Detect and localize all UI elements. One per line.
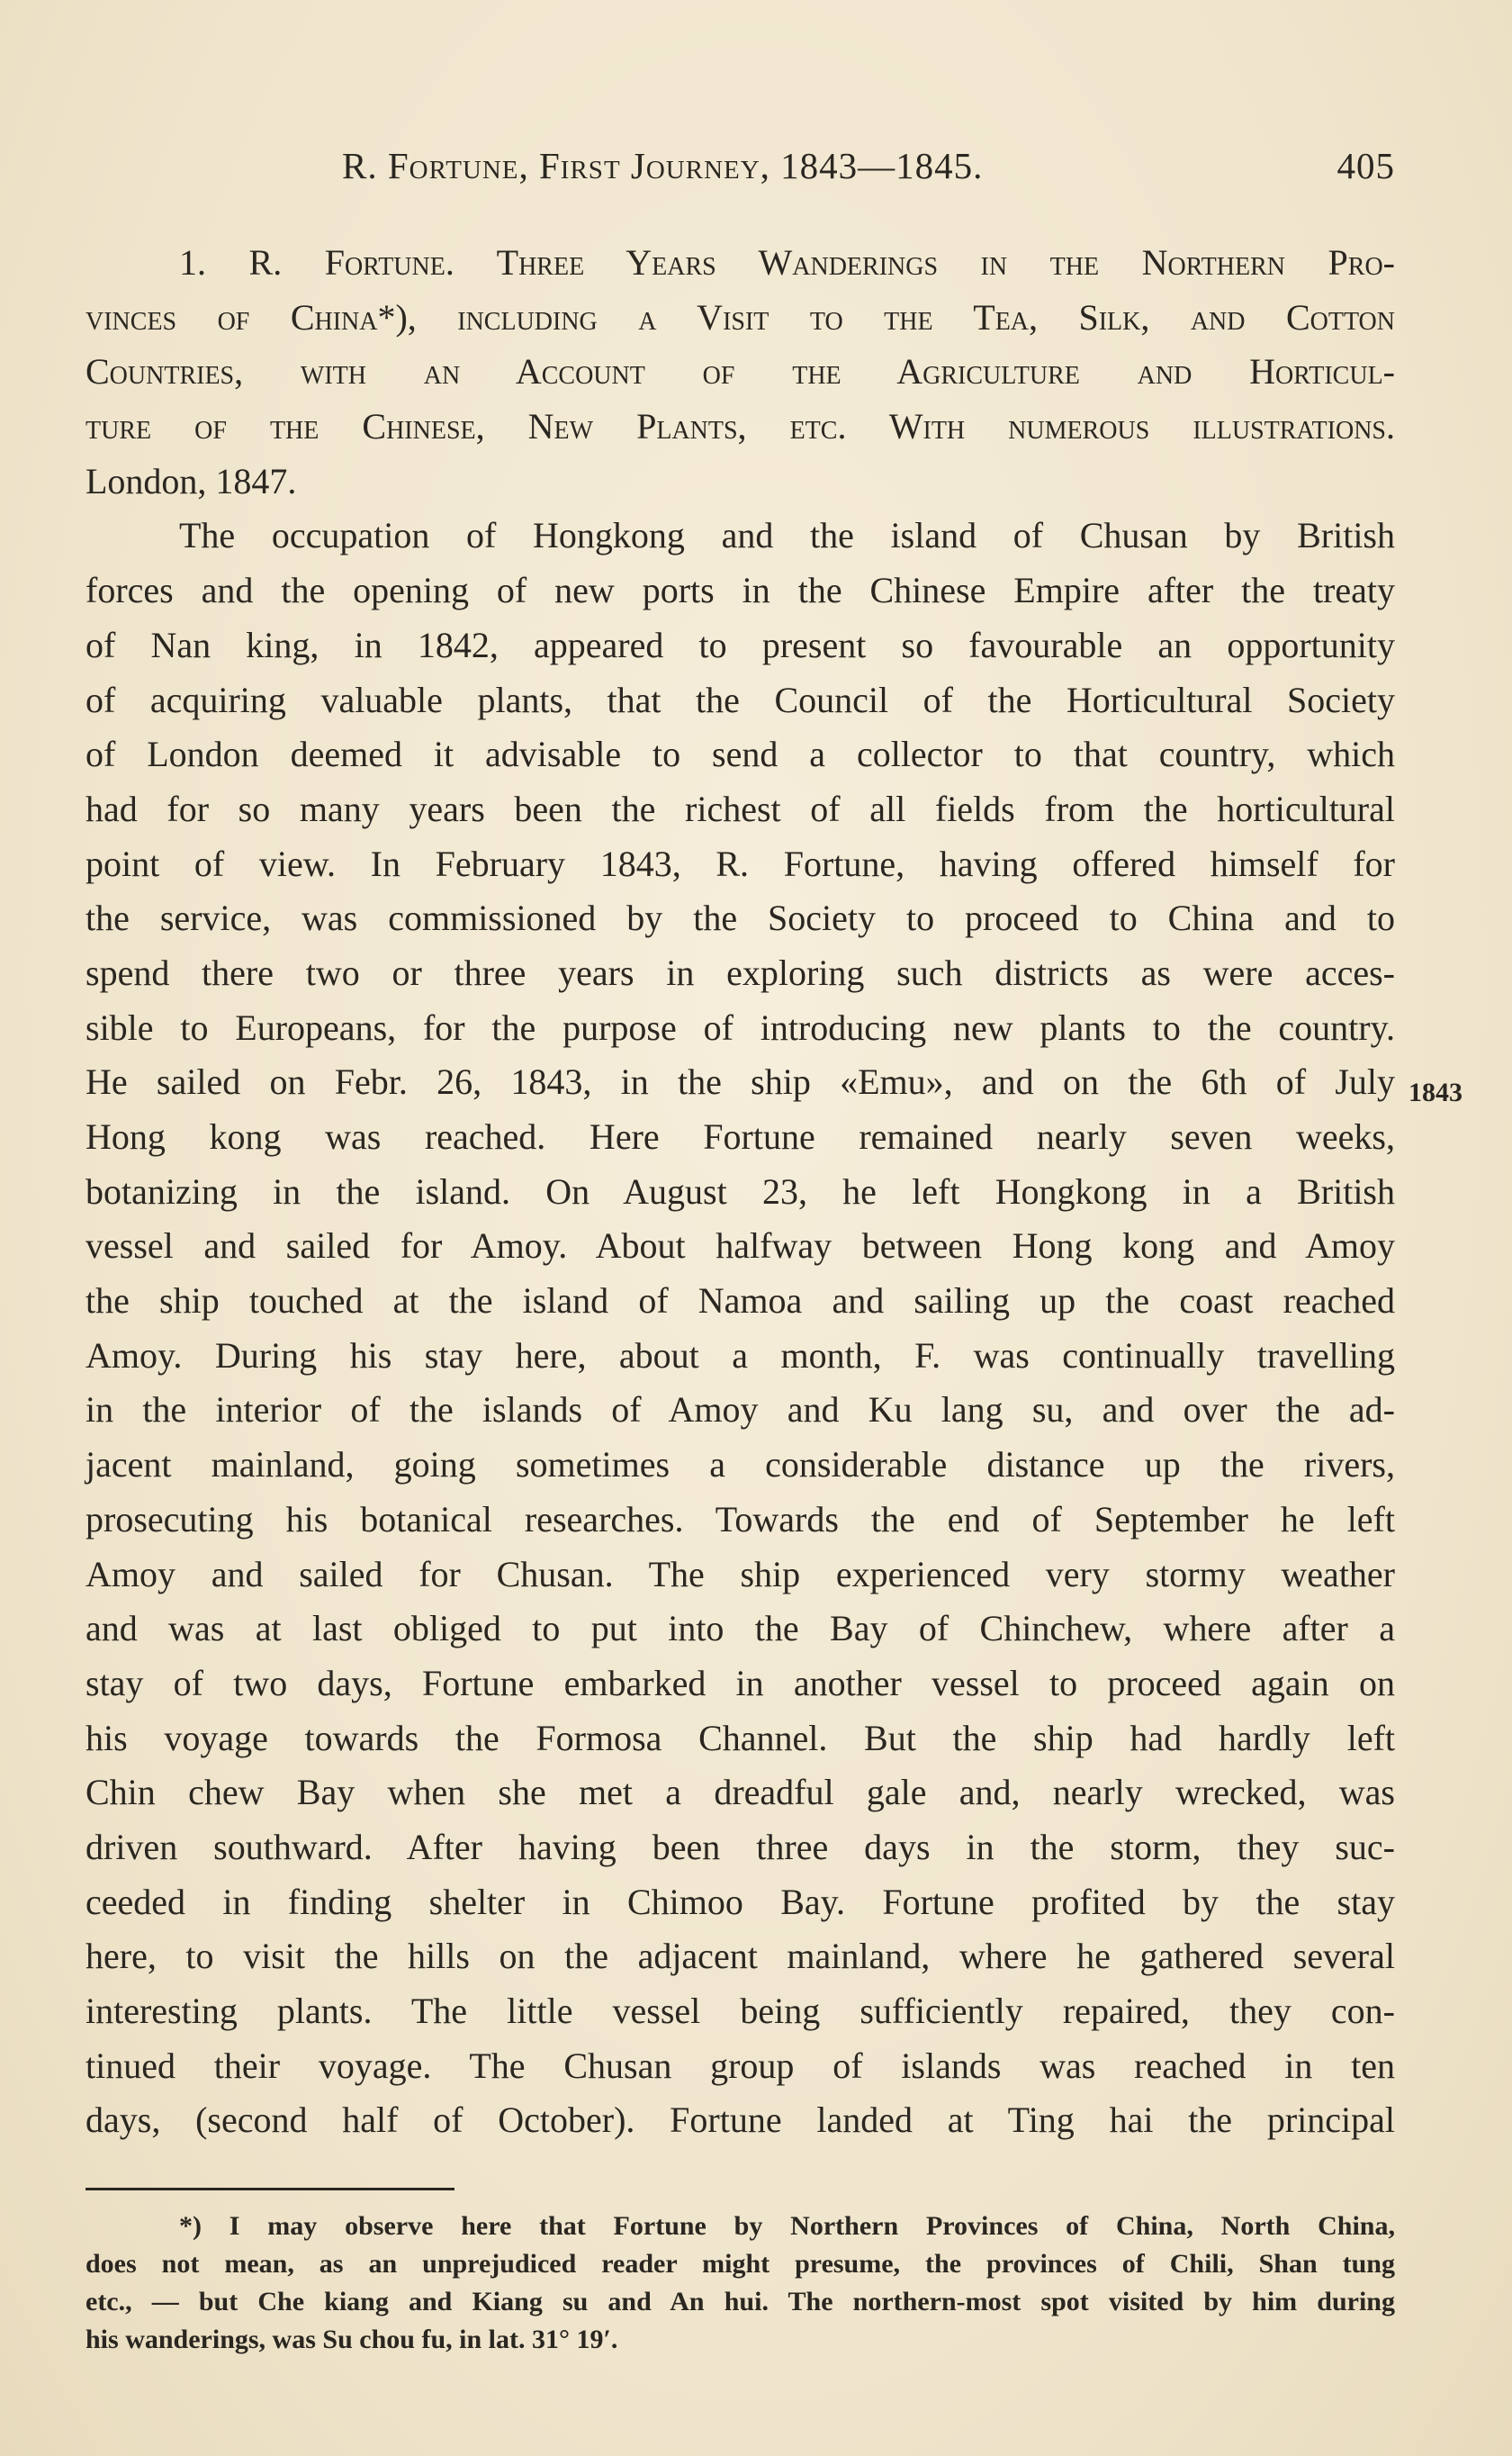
text-line: here, to visit the hills on the adjacent mainland, where he gathered several	[86, 1936, 1395, 1977]
footnote-line: his wanderings, was Su chou fu, in lat. 31° 19′.	[86, 2325, 618, 2354]
text-line: The occupation of Hongkong and the island of Chusan by British	[179, 515, 1395, 556]
text-line: days, (second half of October). Fortune landed at Ting hai the principal	[86, 2099, 1395, 2141]
text-line: prosecuting his botanical researches. Towards the end of September he left	[86, 1498, 1395, 1540]
text-line: the service, was commissioned by the Society to proceed to China and to	[86, 898, 1395, 939]
text-line: had for so many years been the richest of all fields from the horticultural	[86, 788, 1395, 829]
running-title: R. Fortune, First Journey, 1843—1845.	[342, 145, 984, 186]
text-line: Amoy. During his stay here, about a month, F. was continually travelling	[86, 1334, 1395, 1376]
text-line: point of view. In February 1843, R. Fortune, having offered himself for	[86, 843, 1395, 884]
text-line: jacent mainland, going sometimes a considerable distance up the rivers,	[86, 1444, 1395, 1485]
running-header	[86, 144, 1395, 198]
text-line: of London deemed it advisable to send a collector to that country, which	[86, 734, 1395, 775]
text-line: and was at last obliged to put into the Bay of Chinchew, where after a	[86, 1608, 1395, 1649]
page-number: 405	[1336, 145, 1395, 186]
footnote-line: does not mean, as an unprejudiced reader might presume, the provinces of Chili, Shan tung	[86, 2249, 1395, 2279]
text-line: of Nan king, in 1842, appeared to present so favourable an opportunity	[86, 624, 1395, 665]
entry-title-line: Countries, with an Account of the Agriculture and Horticul-	[86, 351, 1395, 393]
text-line: Hong kong was reached. Here Fortune remained nearly seven weeks,	[86, 1116, 1395, 1157]
text-line: in the interior of the islands of Amoy and Ku lang su, and over the ad-	[86, 1389, 1395, 1431]
footnote-line: etc., — but Che kiang and Kiang su and An hui. The northern-most spot visited by him during	[86, 2287, 1395, 2316]
text-line: Amoy and sailed for Chusan. The ship experienced very stormy weather	[86, 1553, 1395, 1594]
entry-title-line: vinces of China*), including a Visit to the Tea, Silk, and Cotton	[86, 296, 1395, 338]
footnote-line: *) I may observe here that Fortune by Northern Provinces of China, North China,	[179, 2211, 1395, 2241]
entry-title-line: ture of the Chinese, New Plants, etc. With numerous illustrations.	[86, 406, 1395, 447]
footnote-rule	[86, 2188, 454, 2190]
entry-title-line: 1. R. Fortune. Three Years Wanderings in the Northern Pro-	[179, 242, 1395, 283]
text-line: vessel and sailed for Amoy. About halfway between Hong kong and Amoy	[86, 1225, 1395, 1267]
text-line: the ship touched at the island of Namoa and sailing up the coast reached	[86, 1280, 1395, 1322]
text-line: his voyage towards the Formosa Channel. But the ship had hardly left	[86, 1717, 1395, 1758]
footnote	[86, 2208, 1395, 2359]
text-line: botanizing in the island. On August 23, he left Hongkong in a British	[86, 1170, 1395, 1212]
text-line: of acquiring valuable plants, that the Council of the Horticultural Society	[86, 679, 1395, 720]
text-line: forces and the opening of new ports in the Chinese Empire after the treaty	[86, 570, 1395, 611]
entry-title-line: London, 1847.	[86, 460, 297, 501]
text-line: interesting plants. The little vessel being sufficiently repaired, they con-	[86, 1991, 1395, 2031]
margin-year-note: 1843	[1408, 1078, 1462, 1107]
text-line: He sailed on Febr. 26, 1843, in the ship «Emu», and on the 6th of July	[86, 1061, 1395, 1103]
text-line: Chin chew Bay when she met a dreadful gale and, nearly wrecked, was	[86, 1772, 1395, 1813]
text-line: stay of two days, Fortune embarked in another vessel to proceed again on	[86, 1662, 1395, 1703]
text-line: ceeded in finding shelter in Chimoo Bay. Fortune profited by the stay	[86, 1881, 1395, 1922]
text-line: spend there two or three years in exploring such districts as were acces-	[86, 952, 1395, 993]
main-text	[86, 236, 1395, 2148]
text-line: tinued their voyage. The Chusan group of islands was reached in ten	[86, 2045, 1395, 2086]
text-line: driven southward. After having been three days in the storm, they suc-	[86, 1826, 1395, 1867]
text-line: sible to Europeans, for the purpose of introducing new plants to the country.	[86, 1007, 1395, 1048]
